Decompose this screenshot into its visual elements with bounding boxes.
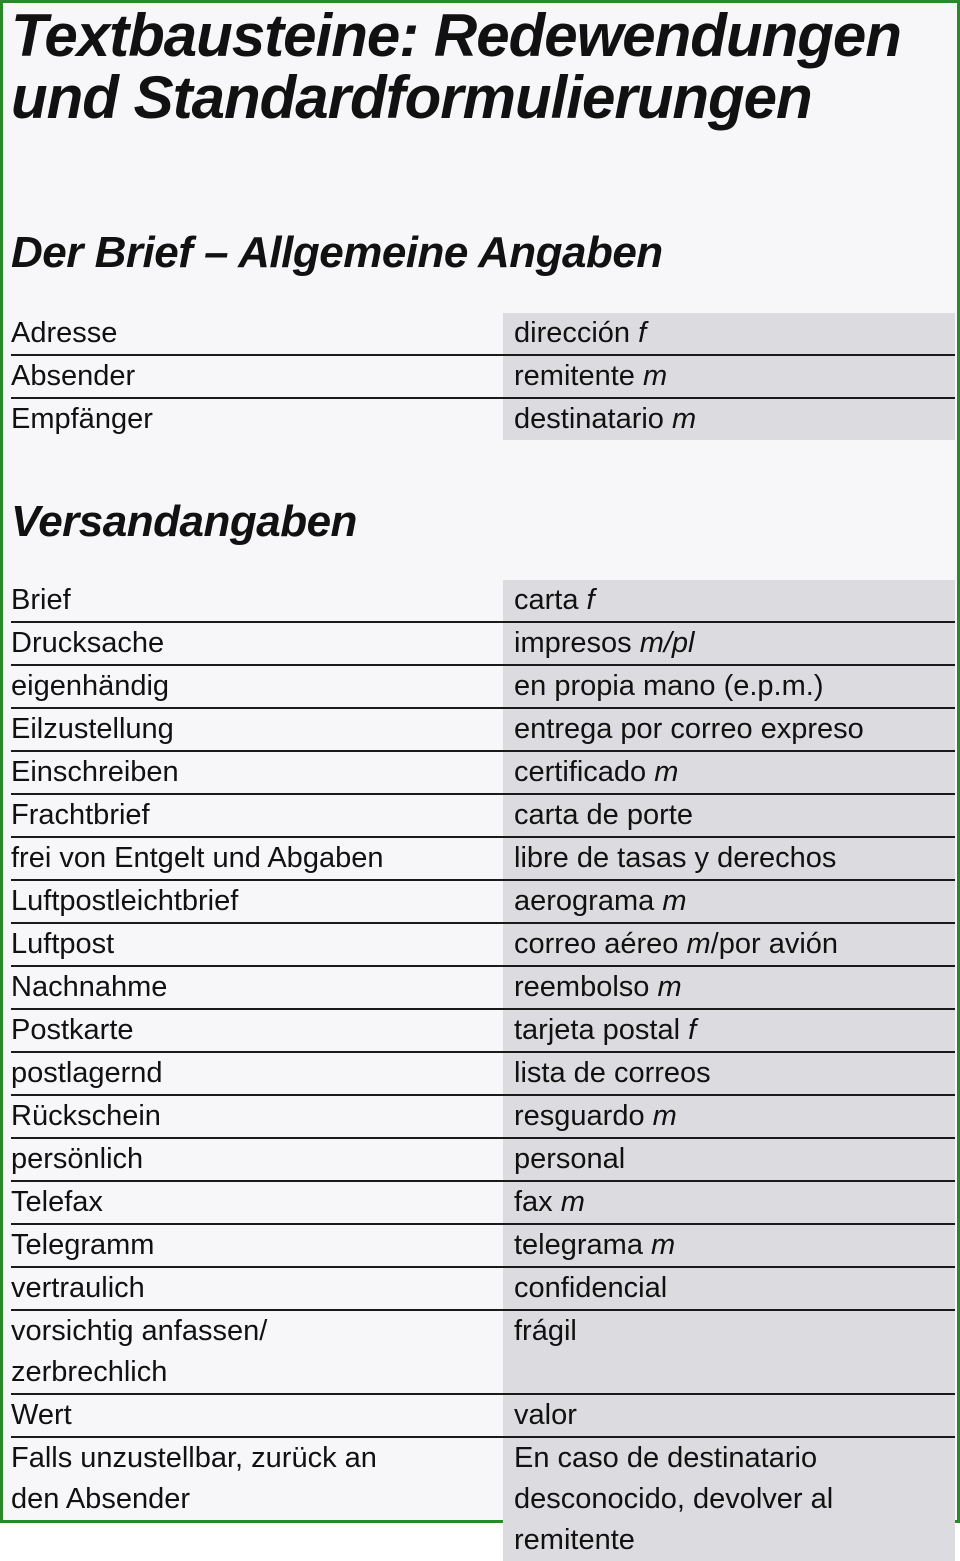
german-term: Adresse <box>11 317 118 349</box>
spanish-term-text: valor <box>514 1399 577 1431</box>
gender-marker: m <box>662 885 687 917</box>
german-term: Falls unzustellbar, zurück an den Absender <box>11 1442 377 1515</box>
gender-marker: m <box>672 403 697 435</box>
gender-marker: m <box>652 1100 677 1132</box>
spanish-term-text: certificado <box>514 756 647 788</box>
spanish-term-text: reembolso <box>514 971 650 1003</box>
table-row <box>11 621 955 664</box>
spanish-term <box>503 752 955 793</box>
table-row <box>11 1051 955 1094</box>
spanish-term <box>503 1139 955 1180</box>
table-row <box>11 1223 955 1266</box>
gender-marker: m <box>651 1229 676 1261</box>
table-row <box>11 664 955 707</box>
table-row <box>11 793 955 836</box>
german-term: Einschreiben <box>11 756 179 788</box>
german-term: vorsichtig anfassen/ zerbrechlich <box>11 1315 268 1388</box>
gender-marker: m <box>657 971 682 1003</box>
gender-marker: f <box>638 317 647 349</box>
german-term: vertraulich <box>11 1272 145 1304</box>
german-term: Wert <box>11 1399 72 1431</box>
gender-marker: m <box>654 756 679 788</box>
spanish-term-text: En caso de destinatario desconocido, devolver al remitente <box>514 1442 834 1556</box>
spanish-term-text: telegrama <box>514 1229 643 1261</box>
spanish-term-text: lista de correos <box>514 1057 711 1089</box>
german-term: persönlich <box>11 1143 144 1175</box>
table-row <box>11 1436 955 1561</box>
gender-marker: f <box>688 1014 697 1046</box>
table-row <box>11 707 955 750</box>
spanish-term-text: destinatario <box>514 403 664 435</box>
german-term: Drucksache <box>11 627 165 659</box>
spanish-term <box>503 1438 955 1561</box>
spanish-term <box>503 1053 955 1094</box>
spanish-term-text: frágil <box>514 1315 577 1347</box>
table-row <box>11 965 955 1008</box>
gender-marker: m/pl <box>639 627 695 659</box>
spanish-term <box>503 313 955 354</box>
page-title: Textbausteine: Redewendungen und Standardformulierungen <box>11 2 901 131</box>
spanish-term <box>503 1225 955 1266</box>
table-row <box>11 836 955 879</box>
spanish-term-text: entrega por correo expreso <box>514 713 864 745</box>
spanish-term-text: remitente <box>514 360 635 392</box>
spanish-term <box>503 1395 955 1436</box>
table-row <box>11 879 955 922</box>
table-row <box>11 1266 955 1309</box>
spanish-term <box>503 1010 955 1051</box>
spanish-term-text: carta <box>514 584 579 616</box>
spanish-term-text: libre de tasas y derechos <box>514 842 837 874</box>
german-term: eigenhändig <box>11 670 170 702</box>
table-row <box>11 1094 955 1137</box>
german-term: Telefax <box>11 1186 103 1218</box>
spanish-term <box>503 838 955 879</box>
table-row <box>11 1137 955 1180</box>
spanish-term-text: fax <box>514 1186 553 1218</box>
spanish-term <box>503 1182 955 1223</box>
german-term: Brief <box>11 584 71 616</box>
table-general <box>11 313 955 440</box>
table-row <box>11 1180 955 1223</box>
spanish-term <box>503 666 955 707</box>
section-heading-shipping: Versandangaben <box>11 497 357 546</box>
spanish-term <box>503 1311 955 1393</box>
table-row <box>11 354 955 397</box>
spanish-term <box>503 399 955 440</box>
spanish-term <box>503 580 955 621</box>
german-term: Eilzustellung <box>11 713 174 745</box>
gender-marker: m <box>686 928 711 960</box>
spanish-term-text: personal <box>514 1143 626 1175</box>
spanish-term-text: aerograma <box>514 885 655 917</box>
german-term: postlagernd <box>11 1057 163 1089</box>
spanish-term-text: resguardo <box>514 1100 645 1132</box>
spanish-term-suffix: /por avión <box>710 928 839 960</box>
table-row <box>11 1309 955 1393</box>
spanish-term-text: carta de porte <box>514 799 693 831</box>
spanish-term-text: dirección <box>514 317 631 349</box>
table-row <box>11 922 955 965</box>
table-row <box>11 397 955 440</box>
table-row <box>11 750 955 793</box>
german-term: Telegramm <box>11 1229 155 1261</box>
german-term: Frachtbrief <box>11 799 150 831</box>
german-term: frei von Entgelt und Abgaben <box>11 842 384 874</box>
german-term: Luftpost <box>11 928 115 960</box>
spanish-term <box>503 924 955 965</box>
spanish-term-text: impresos <box>514 627 632 659</box>
gender-marker: m <box>560 1186 585 1218</box>
german-term: Rückschein <box>11 1100 161 1132</box>
spanish-term <box>503 1268 955 1309</box>
german-term: Postkarte <box>11 1014 134 1046</box>
spanish-term-text: correo aéreo <box>514 928 679 960</box>
table-shipping <box>11 580 955 1561</box>
spanish-term-text: confidencial <box>514 1272 668 1304</box>
spanish-term <box>503 967 955 1008</box>
spanish-term <box>503 1096 955 1137</box>
spanish-term <box>503 795 955 836</box>
gender-marker: m <box>642 360 668 392</box>
spanish-term <box>503 709 955 750</box>
german-term: Luftpostleichtbrief <box>11 885 239 917</box>
spanish-term <box>503 623 955 664</box>
table-row <box>11 580 955 621</box>
section-heading-general: Der Brief – Allgemeine Angaben <box>11 228 663 277</box>
spanish-term <box>503 356 955 397</box>
table-row <box>11 313 955 354</box>
german-term: Empfänger <box>11 403 153 435</box>
german-term: Absender <box>11 360 136 392</box>
table-row <box>11 1393 955 1436</box>
german-term: Nachnahme <box>11 971 168 1003</box>
spanish-term <box>503 881 955 922</box>
spanish-term-text: en propia mano (e.p.m.) <box>514 670 824 702</box>
table-row <box>11 1008 955 1051</box>
spanish-term-text: tarjeta postal <box>514 1014 681 1046</box>
gender-marker: f <box>586 584 595 616</box>
